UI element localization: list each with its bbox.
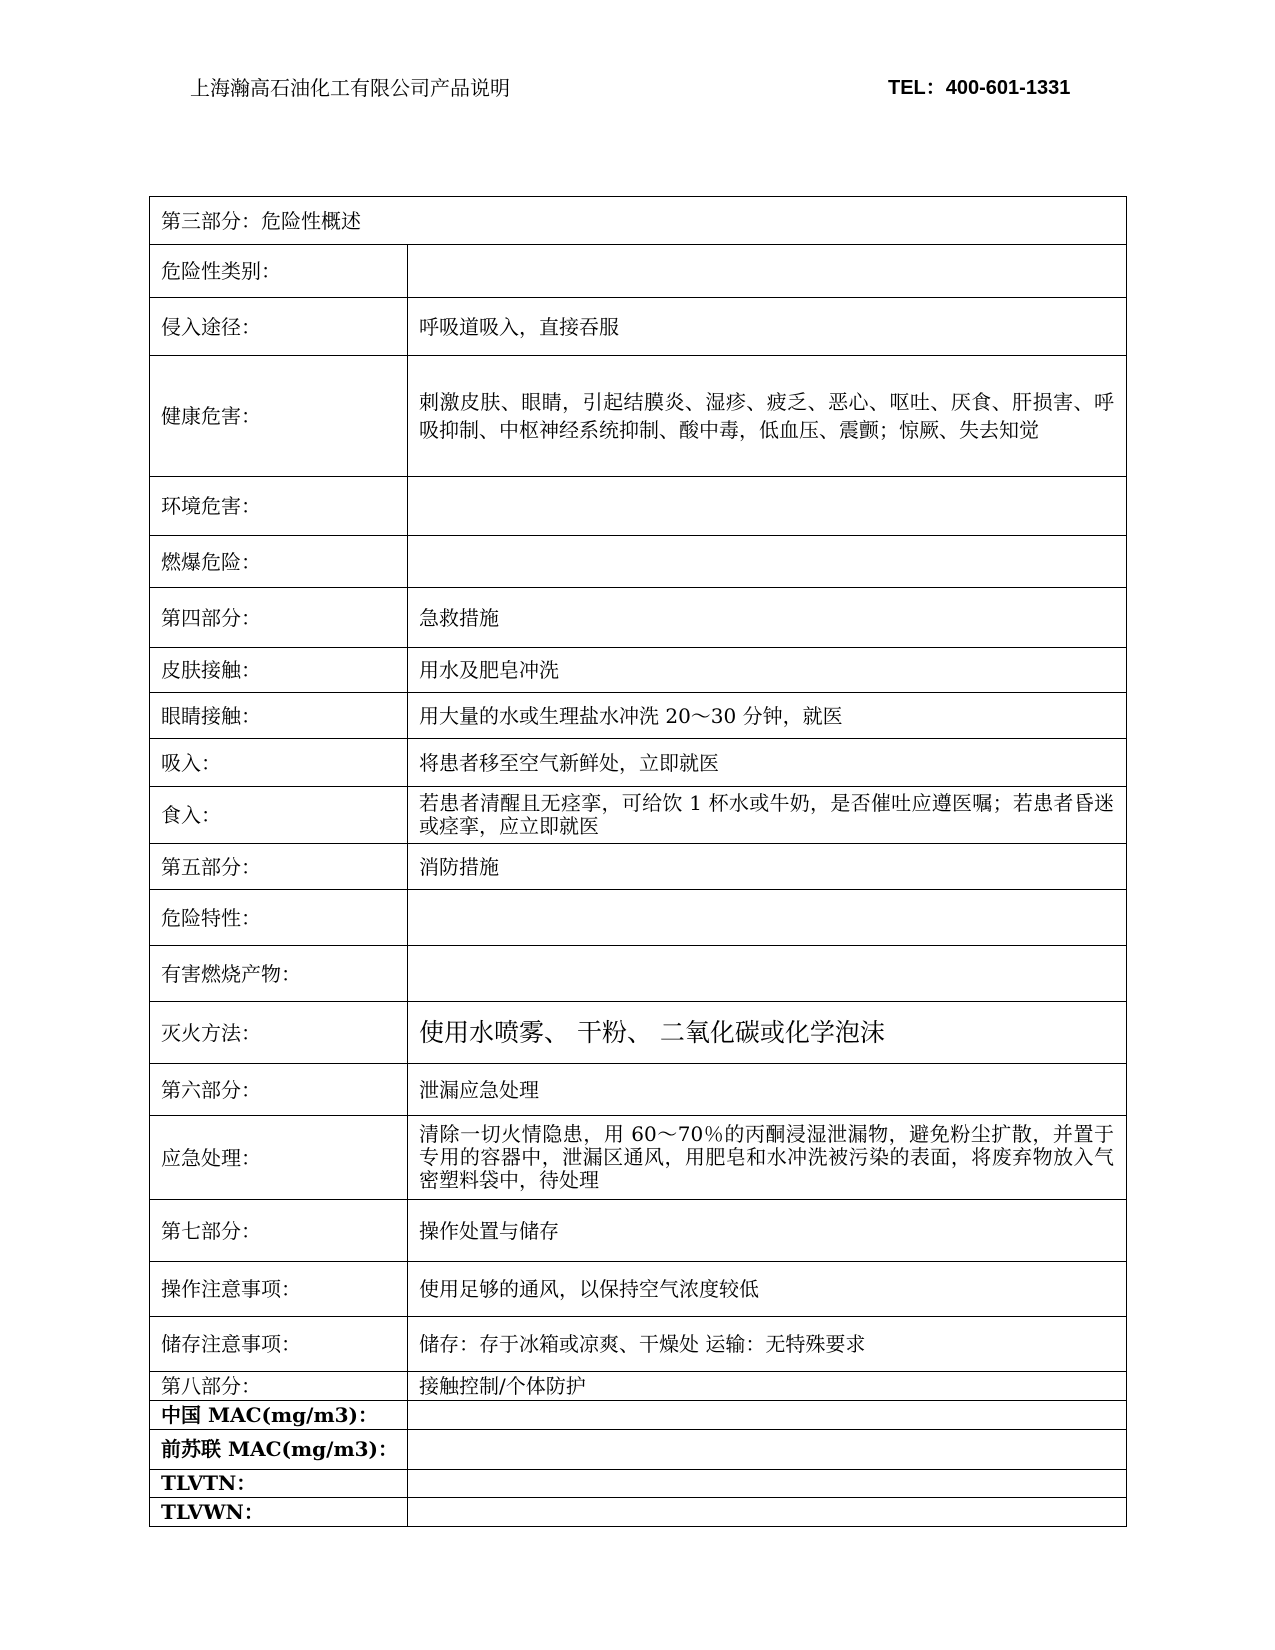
- row-label: 吸入：: [150, 739, 408, 787]
- section5-title: 消防措施: [408, 844, 1127, 890]
- row-label: 前苏联 MAC(mg/m3)：: [150, 1430, 408, 1470]
- row-label: 环境危害：: [150, 477, 408, 536]
- header-company-name: 上海瀚高石油化工有限公司产品说明: [190, 76, 510, 100]
- row-label: 储存注意事项：: [150, 1317, 408, 1372]
- row-label: 侵入途径：: [150, 298, 408, 356]
- row-label: 食入：: [150, 787, 408, 844]
- table-row: [150, 298, 1127, 356]
- row-value: [408, 477, 1127, 536]
- section3-header-row: [150, 197, 1127, 245]
- table-row: [150, 1430, 1127, 1470]
- section4-label: 第四部分：: [150, 588, 408, 648]
- table-row: [150, 1317, 1127, 1372]
- row-label: 健康危害：: [150, 356, 408, 477]
- table-row: [150, 356, 1127, 477]
- row-label: 燃爆危险：: [150, 536, 408, 588]
- row-label: 中国 MAC(mg/m3)：: [150, 1401, 408, 1430]
- section7-title: 操作处置与储存: [408, 1200, 1127, 1262]
- row-value: [408, 1401, 1127, 1430]
- row-value: 使用水喷雾、 干粉、 二氧化碳或化学泡沫: [408, 1002, 1127, 1064]
- table-row: [150, 1002, 1127, 1064]
- row-value: [408, 946, 1127, 1002]
- section3-title: 第三部分：危险性概述: [150, 197, 1127, 245]
- row-value: 用水及肥皂冲洗: [408, 648, 1127, 693]
- header-telephone: TEL：400-601-1331: [888, 77, 1071, 99]
- row-label: 操作注意事项：: [150, 1262, 408, 1317]
- table-row: [150, 946, 1127, 1002]
- table-row: [150, 536, 1127, 588]
- row-label: TLVTN：: [150, 1470, 408, 1498]
- section5-header-row: [150, 844, 1127, 890]
- table-row: [150, 1401, 1127, 1430]
- section4-title: 急救措施: [408, 588, 1127, 648]
- msds-table: [149, 196, 1127, 1527]
- table-row: [150, 890, 1127, 946]
- row-value: 清除一切火情隐患，用 60～70％的丙酮浸湿泄漏物，避免粉尘扩散，并置于专用的容器中，泄漏区通风，用肥皂和水冲洗被污染的表面，将废弃物放入气密塑料袋中，待处理: [408, 1116, 1127, 1200]
- row-label: 应急处理：: [150, 1116, 408, 1200]
- table-row: [150, 1116, 1127, 1200]
- table-row: [150, 1262, 1127, 1317]
- row-value: 若患者清醒且无痉挛，可给饮 1 杯水或牛奶，是否催吐应遵医嘱；若患者昏迷或痉挛，应立即就医: [408, 787, 1127, 844]
- row-value: 呼吸道吸入，直接吞服: [408, 298, 1127, 356]
- row-value: [408, 1470, 1127, 1498]
- section4-header-row: [150, 588, 1127, 648]
- table-row: [150, 739, 1127, 787]
- row-label: 有害燃烧产物：: [150, 946, 408, 1002]
- section8-title: 接触控制/个体防护: [408, 1372, 1127, 1401]
- row-value: [408, 1498, 1127, 1527]
- row-label: 眼睛接触：: [150, 693, 408, 739]
- section5-label: 第五部分：: [150, 844, 408, 890]
- section7-label: 第七部分：: [150, 1200, 408, 1262]
- row-value: [408, 1430, 1127, 1470]
- table-row: [150, 245, 1127, 298]
- row-value: 将患者移至空气新鲜处，立即就医: [408, 739, 1127, 787]
- section6-title: 泄漏应急处理: [408, 1064, 1127, 1116]
- table-row: [150, 693, 1127, 739]
- row-value: [408, 890, 1127, 946]
- section6-header-row: [150, 1064, 1127, 1116]
- section8-label: 第八部分：: [150, 1372, 408, 1401]
- row-label: TLVWN：: [150, 1498, 408, 1527]
- table-row: [150, 477, 1127, 536]
- row-value: 使用足够的通风，以保持空气浓度较低: [408, 1262, 1127, 1317]
- row-label: 皮肤接触：: [150, 648, 408, 693]
- table-row: [150, 648, 1127, 693]
- section6-label: 第六部分：: [150, 1064, 408, 1116]
- table-row: [150, 1498, 1127, 1527]
- row-value: 刺激皮肤、眼睛，引起结膜炎、湿疹、疲乏、恶心、呕吐、厌食、肝损害、呼吸抑制、中枢神经系统抑制、酸中毒，低血压、震颤；惊厥、失去知觉: [408, 356, 1127, 477]
- row-value: 储存：存于冰箱或凉爽、干燥处 运输：无特殊要求: [408, 1317, 1127, 1372]
- row-label: 危险性类别：: [150, 245, 408, 298]
- table-row: [150, 787, 1127, 844]
- section8-header-row: [150, 1372, 1127, 1401]
- table-row: [150, 1470, 1127, 1498]
- row-value: [408, 245, 1127, 298]
- row-label: 危险特性：: [150, 890, 408, 946]
- row-label: 灭火方法：: [150, 1002, 408, 1064]
- section7-header-row: [150, 1200, 1127, 1262]
- row-value: 用大量的水或生理盐水冲洗 20～30 分钟，就医: [408, 693, 1127, 739]
- row-value: [408, 536, 1127, 588]
